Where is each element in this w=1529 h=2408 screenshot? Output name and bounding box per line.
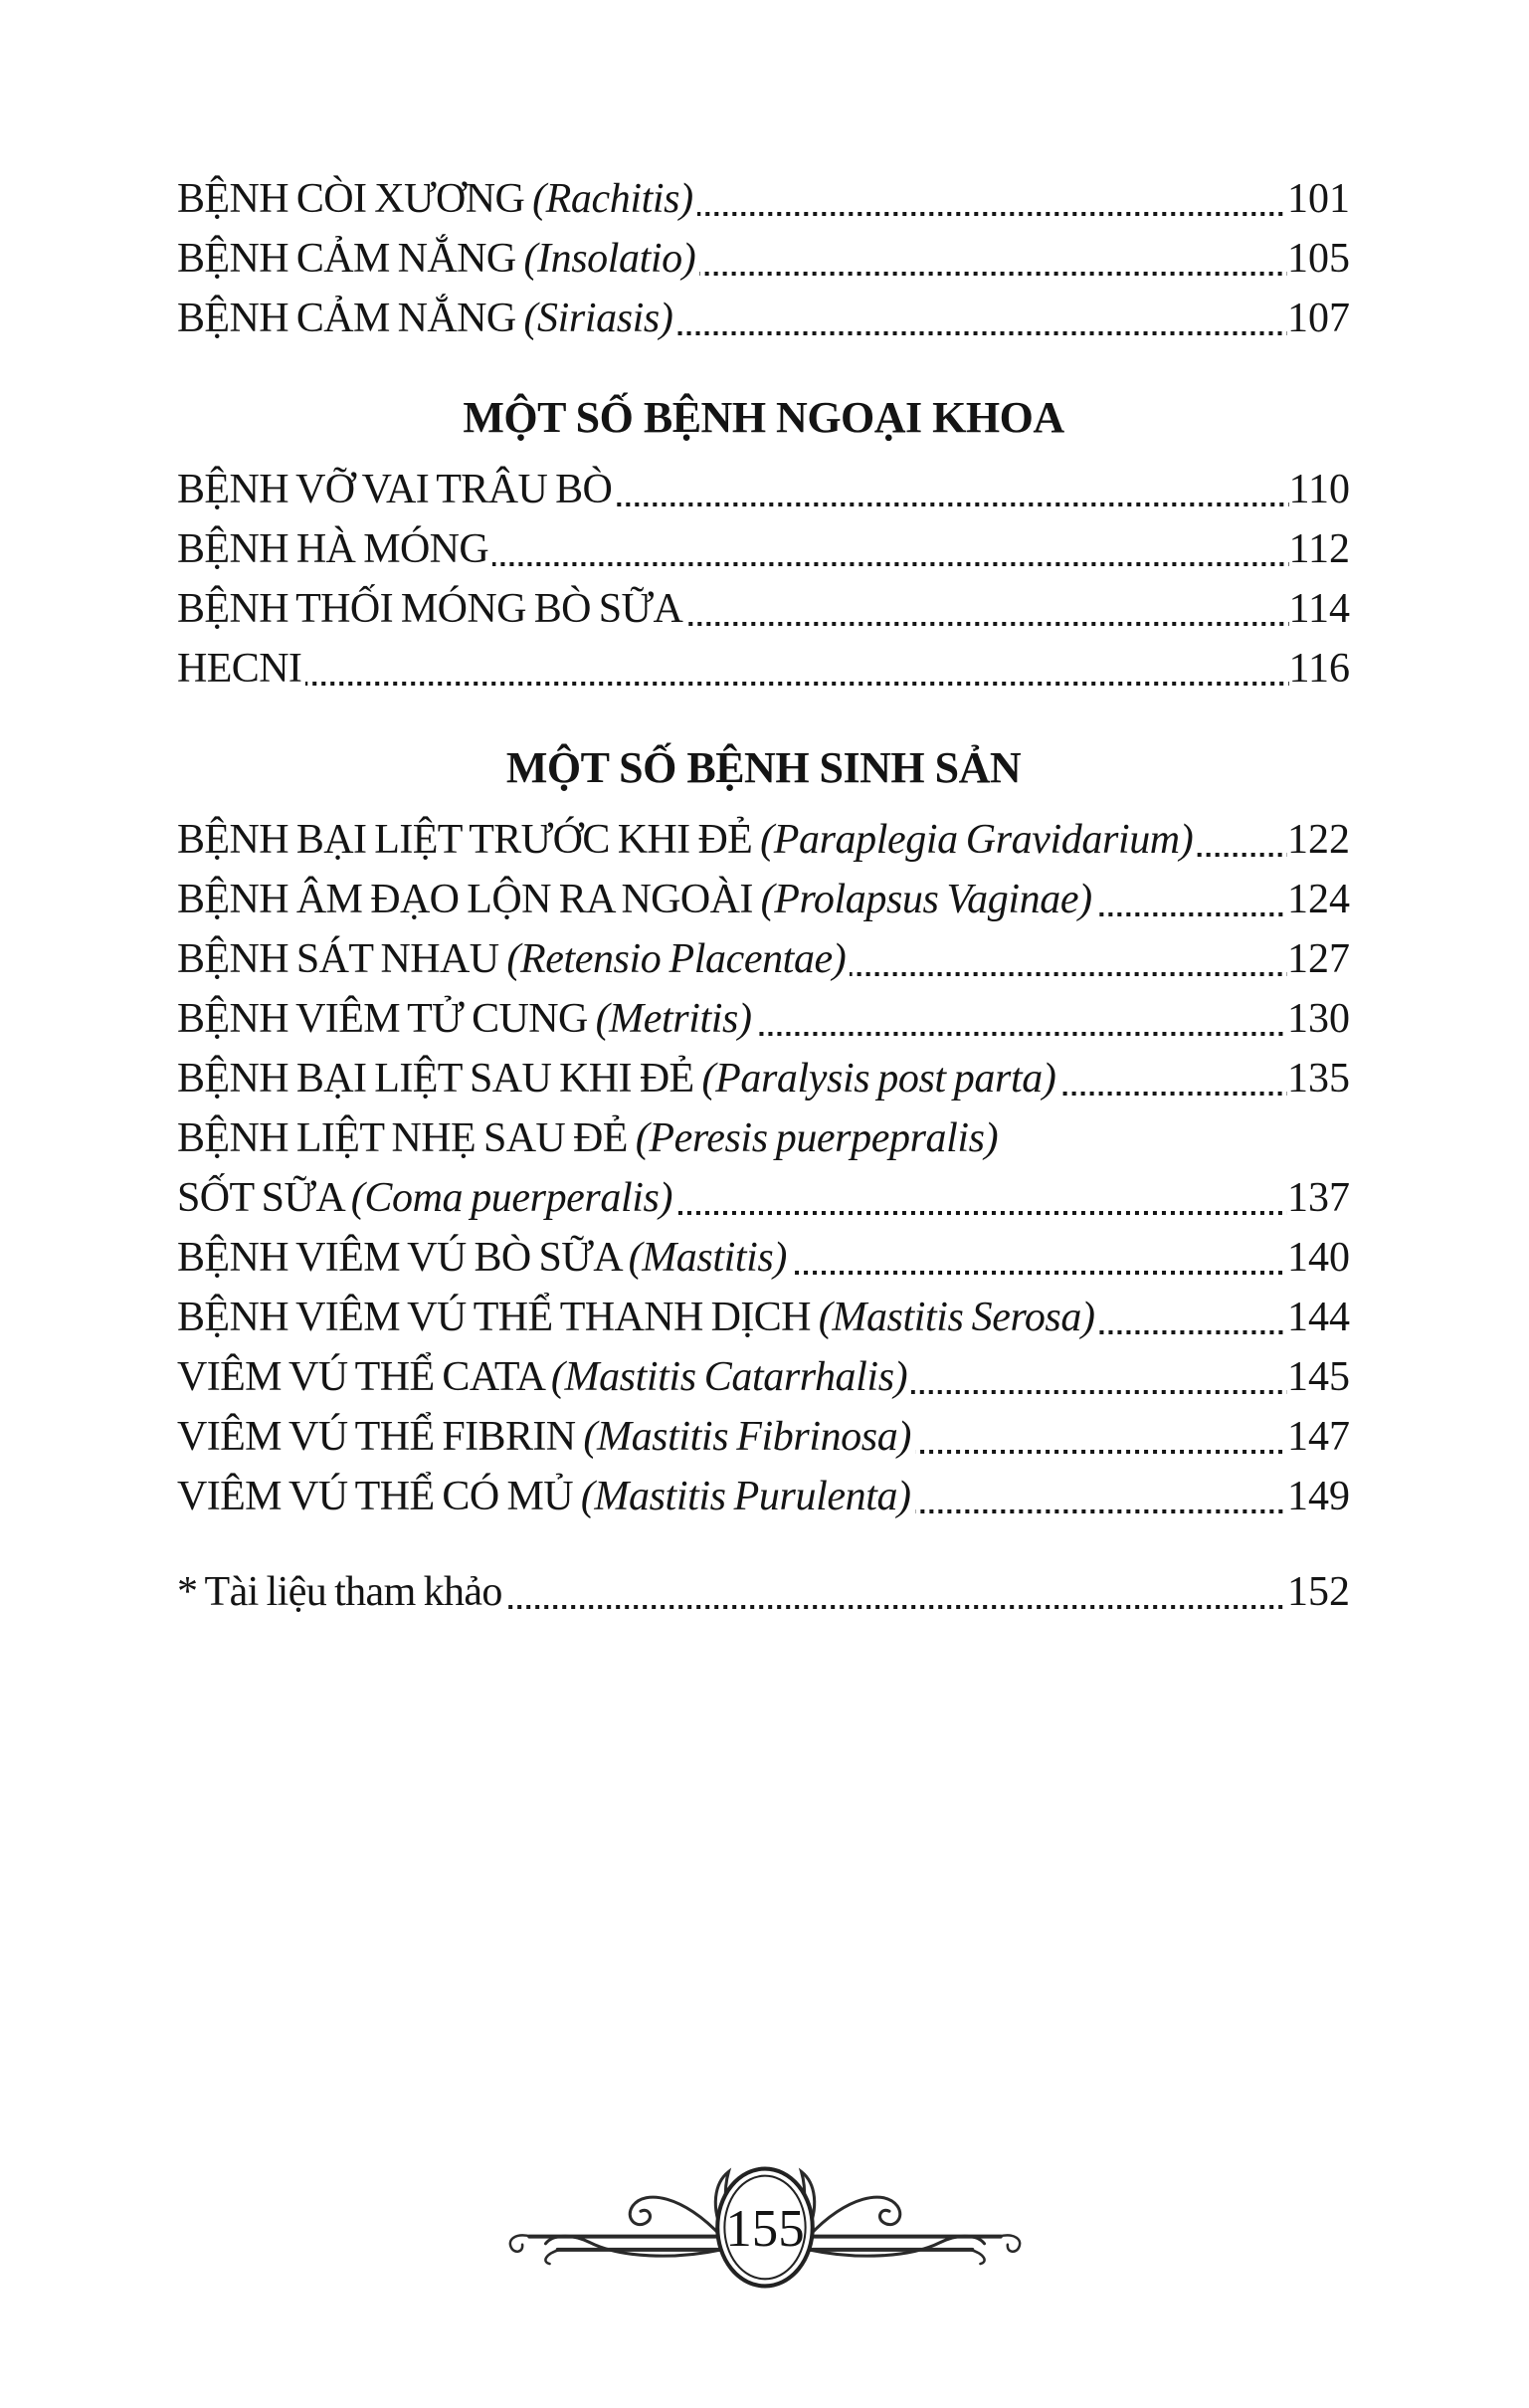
dot-leader bbox=[915, 1509, 1287, 1514]
toc-entry bbox=[177, 579, 1350, 639]
entry-page: 127 bbox=[1287, 936, 1350, 982]
dot-leader bbox=[492, 562, 1288, 567]
entry-page: 116 bbox=[1288, 646, 1350, 692]
dot-leader bbox=[911, 1390, 1287, 1395]
entry-title: BỆNH VIÊM VÚ THỂ THANH DỊCH (Mastitis Serosa) bbox=[177, 1295, 1095, 1340]
entry-title: BỆNH CẢM NẮNG (Siriasis) bbox=[177, 296, 673, 341]
entry-page: 149 bbox=[1287, 1474, 1350, 1519]
dot-leader bbox=[697, 212, 1287, 217]
toc-entry bbox=[177, 229, 1350, 289]
entry-page: 124 bbox=[1287, 877, 1350, 922]
dot-leader bbox=[756, 1032, 1287, 1037]
toc-entry bbox=[177, 1168, 1350, 1228]
entry-latin: (Mastitis Serosa) bbox=[818, 1295, 1095, 1340]
toc-entry bbox=[177, 460, 1350, 519]
dot-leader bbox=[1099, 1330, 1287, 1335]
entry-latin: (Prolapsus Vaginae) bbox=[760, 877, 1092, 922]
dot-leader bbox=[506, 1605, 1287, 1610]
page-number: 155 bbox=[724, 2199, 805, 2258]
entry-latin: (Mastitis Fibrinosa) bbox=[583, 1414, 911, 1460]
entry-page: 145 bbox=[1287, 1354, 1350, 1400]
entry-page: 135 bbox=[1287, 1056, 1350, 1102]
entry-title: BỆNH BẠI LIỆT TRƯỚC KHI ĐẺ (Paraplegia Gravidarium) bbox=[177, 817, 1194, 863]
toc-entry bbox=[177, 1467, 1350, 1526]
toc-entry bbox=[177, 1228, 1350, 1288]
dot-leader bbox=[850, 972, 1287, 977]
page-footer bbox=[0, 2134, 1529, 2321]
entry-title: BỆNH SÁT NHAU (Retensio Placentae) bbox=[177, 936, 847, 982]
entry-page: 140 bbox=[1287, 1235, 1350, 1281]
entry-latin: (Paraplegia Gravidarium) bbox=[760, 817, 1194, 863]
dot-leader bbox=[1059, 1092, 1287, 1097]
entry-latin: (Insolatio) bbox=[523, 236, 696, 282]
toc-entry bbox=[177, 169, 1350, 229]
dot-leader bbox=[686, 622, 1288, 627]
toc-entry bbox=[177, 1407, 1350, 1467]
section-header: MỘT SỐ BỆNH NGOẠI KHOA bbox=[463, 393, 1064, 442]
entry-title: BỆNH ÂM ĐẠO LỘN RA NGOÀI (Prolapsus Vaginae) bbox=[177, 877, 1092, 922]
entry-page: 110 bbox=[1288, 467, 1350, 512]
entry-latin: (Mastitis Purulenta) bbox=[580, 1474, 911, 1519]
entry-page: 107 bbox=[1287, 296, 1350, 341]
entry-page: 147 bbox=[1287, 1414, 1350, 1460]
ornament-flourish-right bbox=[797, 2172, 1020, 2264]
ornament-flourish-left bbox=[509, 2172, 732, 2264]
entry-title: BỆNH BẠI LIỆT SAU KHI ĐẺ (Paralysis post parta) bbox=[177, 1056, 1056, 1102]
toc-entry bbox=[177, 989, 1350, 1049]
entry-page: 152 bbox=[1287, 1569, 1350, 1615]
toc-entry bbox=[177, 1288, 1350, 1347]
entry-latin: (Paralysis post parta) bbox=[701, 1056, 1056, 1102]
entry-title: BỆNH CÒI XƯƠNG (Rachitis) bbox=[177, 176, 693, 222]
toc-entry bbox=[177, 810, 1350, 870]
toc-entry bbox=[177, 870, 1350, 929]
entry-latin: (Siriasis) bbox=[523, 296, 673, 341]
entry-title: VIÊM VÚ THỂ CATA (Mastitis Catarrhalis) bbox=[177, 1354, 908, 1400]
toc-entry bbox=[177, 1347, 1350, 1407]
entry-page: 130 bbox=[1287, 996, 1350, 1042]
entry-title: BỆNH THỐI MÓNG BÒ SỮA bbox=[177, 586, 683, 632]
dot-leader bbox=[791, 1271, 1287, 1276]
entry-title: BỆNH VỠ VAI TRÂU BÒ bbox=[177, 467, 613, 512]
dot-leader bbox=[305, 682, 1288, 687]
entry-title: BỆNH VIÊM VÚ BÒ SỮA (Mastitis) bbox=[177, 1235, 787, 1281]
section-header: MỘT SỐ BỆNH SINH SẢN bbox=[505, 743, 1022, 792]
entry-latin: (Metritis) bbox=[595, 996, 752, 1042]
toc-entry bbox=[177, 929, 1350, 989]
dot-leader bbox=[1197, 853, 1287, 858]
entry-page: 122 bbox=[1287, 817, 1350, 863]
entry-page: 114 bbox=[1288, 586, 1350, 632]
entry-title: BỆNH CẢM NẮNG (Insolatio) bbox=[177, 236, 696, 282]
dot-leader bbox=[676, 331, 1287, 336]
dot-leader bbox=[616, 502, 1288, 507]
dot-leader bbox=[1096, 912, 1287, 917]
entry-latin: (Rachitis) bbox=[532, 176, 693, 222]
entry-latin: (Retensio Placentae) bbox=[506, 936, 847, 982]
entry-title: VIÊM VÚ THỂ FIBRIN (Mastitis Fibrinosa) bbox=[177, 1414, 911, 1460]
toc-entry bbox=[177, 639, 1350, 699]
entry-latin: (Mastitis Catarrhalis) bbox=[550, 1354, 908, 1400]
entry-title: SỐT SỮA (Coma puerperalis) bbox=[177, 1175, 673, 1221]
footer-ornament bbox=[467, 2134, 1063, 2321]
entry-title: BỆNH LIỆT NHẸ SAU ĐẺ (Peresis puerpepralis) bbox=[177, 1115, 999, 1161]
entry-latin: (Mastitis) bbox=[628, 1235, 787, 1281]
entry-title: * Tài liệu tham khảo bbox=[177, 1569, 502, 1615]
toc-entry bbox=[177, 1049, 1350, 1108]
reference-entry bbox=[177, 1562, 1350, 1622]
entry-page: 112 bbox=[1288, 526, 1350, 572]
entry-latin: (Coma puerperalis) bbox=[350, 1175, 673, 1221]
entry-title: HECNI bbox=[177, 646, 302, 692]
toc-entry bbox=[177, 1108, 1350, 1168]
entry-page: 144 bbox=[1287, 1295, 1350, 1340]
toc-entry bbox=[177, 519, 1350, 579]
dot-leader bbox=[915, 1450, 1287, 1455]
entry-page: 105 bbox=[1287, 236, 1350, 282]
entry-page: 101 bbox=[1287, 176, 1350, 222]
dot-leader bbox=[676, 1211, 1287, 1216]
entry-title: VIÊM VÚ THỂ CÓ MỦ (Mastitis Purulenta) bbox=[177, 1474, 911, 1519]
dot-leader bbox=[699, 272, 1287, 277]
toc-entry bbox=[177, 289, 1350, 348]
entry-latin: (Peresis puerpepralis) bbox=[635, 1115, 999, 1161]
entry-title: BỆNH HÀ MÓNG bbox=[177, 526, 489, 572]
entry-page: 137 bbox=[1287, 1175, 1350, 1221]
entry-title: BỆNH VIÊM TỬ CUNG (Metritis) bbox=[177, 996, 752, 1042]
